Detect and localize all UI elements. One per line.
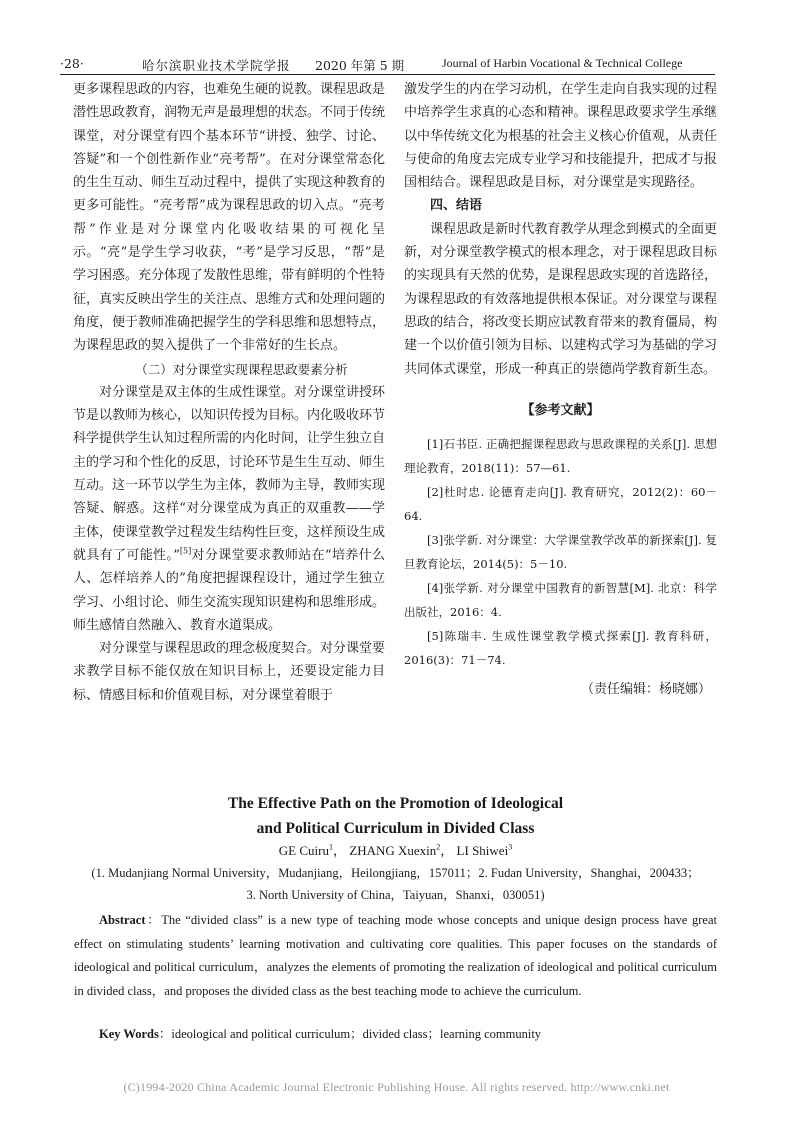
paragraph — [73, 381, 385, 637]
english-keywords — [74, 1024, 717, 1042]
paragraph: 课程思政是新时代教育教学从理念到模式的全面更新，对分课堂教学模式的根本理念，对于课程思政目标的实现具有天然的优势，是课程思政实现的首选路径，为课程思政的有效落地提供根本保证。对分课堂与课程思政的结合，将改变长期应试教育带来的教育僵局，构建一个以价值引领为目标、以建构式学习为基础的学习共同体式课堂，形成一种真正的崇德尚学教育新生态。 — [404, 221, 717, 377]
english-title — [74, 791, 717, 841]
reference-item: [5]陈瑞丰. 生成性课堂教学模式探索[J]. 教育科研，2016(3)：71－74. — [404, 629, 717, 668]
title-line: and Political Curriculum in Divided Class — [256, 820, 535, 837]
affiliation-line: 3. North University of China，Taiyuan，Shanxi，030051) — [246, 888, 545, 902]
english-affiliations — [74, 862, 717, 906]
abstract-text: ：The “divided class” is a new type of teaching mode whose concepts and unique design process have great effect on stimulating students’ learning motivation and cultivating core qualities. This paper focuses on the standards of ideological and political curriculum，analyzes the elements of promoting the realization of ideological and political curriculum in divided class，and proposes the divided class as the best teaching mode to achieve the curriculum. — [74, 913, 717, 998]
affiliation-line: (1. Mudanjiang Normal University，Mudanjiang，Heilongjiang，157011；2. Fudan University，Shanghai，200433； — [91, 866, 700, 880]
subheading: （二）对分课堂实现课程思政要素分析 — [135, 361, 348, 377]
paragraph: 对分课堂与课程思政的理念极度契合。对分课堂要求教学目标不能仅放在知识目标上，还要设定能力目标、情感目标和价值观目标，对分课堂着眼于 — [73, 641, 386, 703]
title-line: The Effective Path on the Promotion of Ideological — [227, 795, 564, 812]
running-header — [60, 52, 715, 75]
left-column — [73, 78, 385, 707]
journal-title-en: Journal of Harbin Vocational & Technical College — [442, 56, 683, 70]
english-authors: GE Cuiru$^1$， ZHANG Xuexin$^2$， LI Shiwei$^3$ — [278, 842, 513, 858]
keywords-text: ：ideological and political curriculum；divided class；learning community — [158, 1027, 542, 1041]
reference-item: [2]杜时忠. 论德育走向[J]. 教育研究，2012(2)：60－64. — [404, 485, 717, 524]
page-number: ·28· — [60, 56, 84, 71]
english-abstract — [74, 909, 717, 1003]
abstract-label: Abstract — [99, 913, 146, 927]
issue-label: 2020 年第 5 期 — [315, 58, 405, 73]
journal-title-cn: 哈尔滨职业技术学院学报 — [142, 58, 291, 73]
paragraph-text: 对分课堂要求教师站在“培养什么人、怎样培养人的”角度把握课程设计，通过学生独立学习、小组讨论、师生交流实现知识建构和思维形成。师生感情自然融入、教育水道渠成。 — [73, 547, 386, 633]
editor-credit: （责任编辑：杨晓娜） — [580, 682, 711, 698]
author-name: GE Cuiru — [278, 843, 329, 858]
author-name: ZHANG Xuexin — [349, 843, 437, 858]
author-sup: 3 — [508, 842, 513, 852]
reference-list — [404, 432, 717, 672]
paragraph: 更多课程思政的内容，也难免生硬的说教。课程思政是潜性思政教育，润物无声是最理想的状态。不同于传统课堂，对分课堂有四个基本环节“讲授、独学、讨论、答疑”和一个创性新作业“亮考帮”。在对分课堂常态化的生生互动、师生互动过程中，提供了实现这种教育的更多可能性。“亮考帮”成为课程思政的切入点。“亮考帮”作业是对分课堂内化吸收结果的可视化呈示。“亮”是学生学习收获，“考”是学习反思，“帮”是学习困惑。充分体现了发散性思维，带有鲜明的个性特征，真实反映出学生的关注点、思维方式和处理问题的角度，便于教师准确把握学生的学科思维和思想特点，为课程思政的契入提供了一个非常好的生长点。 — [73, 82, 386, 354]
paragraph-text: 对分课堂是双主体的生成性课堂。对分课堂讲授环节是以教师为核心，以知识传授为目标。内化吸收环节科学提供学生认知过程所需的内化时间，让学生独立自主的学习和个性化的反思，讨论环节是生生互动、师生互动。这一环节以学生为主体，教师为主导，教师实现答疑、解惑。这样“对分课堂成为真正的双重教——学主体，使课堂教学过程发生结构性巨变，这样预设生成就具有了可能性。” — [73, 384, 386, 563]
section-heading: 四、结语 — [430, 198, 483, 214]
author-sup: 1 — [329, 842, 333, 852]
reference-item: [4]张学新. 对分课堂中国教育的新智慧[M]. 北京：科学出版社，2016：4. — [404, 581, 717, 620]
keywords-label: Key Words — [99, 1027, 159, 1041]
paragraph: 激发学生的内在学习动机，在学生走向自我实现的过程中培养学生求真的心态和精神。课程思政要求学生承继以中华传统文化为根基的社会主义核心价值观，从责任与使命的角度去完成专业学习和技能提升，把成才与报国相结合。课程思政是目标，对分课堂是实现路径。 — [404, 82, 717, 191]
reference-item: [1]石书臣. 正确把握课程思政与思政课程的关系[J]. 思想理论教育，2018(11)：57—61. — [404, 437, 717, 476]
author-name: LI Shiwei — [456, 843, 509, 858]
reference-item: [3]张学新. 对分课堂：大学课堂教学改革的新探索[J]. 复旦教育论坛，2014(5)：5－10. — [404, 533, 717, 572]
copyright-footer: (C)1994-2020 China Academic Journal Electronic Publishing House. All rights reserved. http://www.cnki.net — [123, 1080, 670, 1094]
citation: [5] — [179, 546, 192, 556]
author-sup: 2 — [436, 842, 441, 852]
references-heading: 【参考文献】 — [521, 402, 600, 418]
right-column — [404, 78, 717, 701]
